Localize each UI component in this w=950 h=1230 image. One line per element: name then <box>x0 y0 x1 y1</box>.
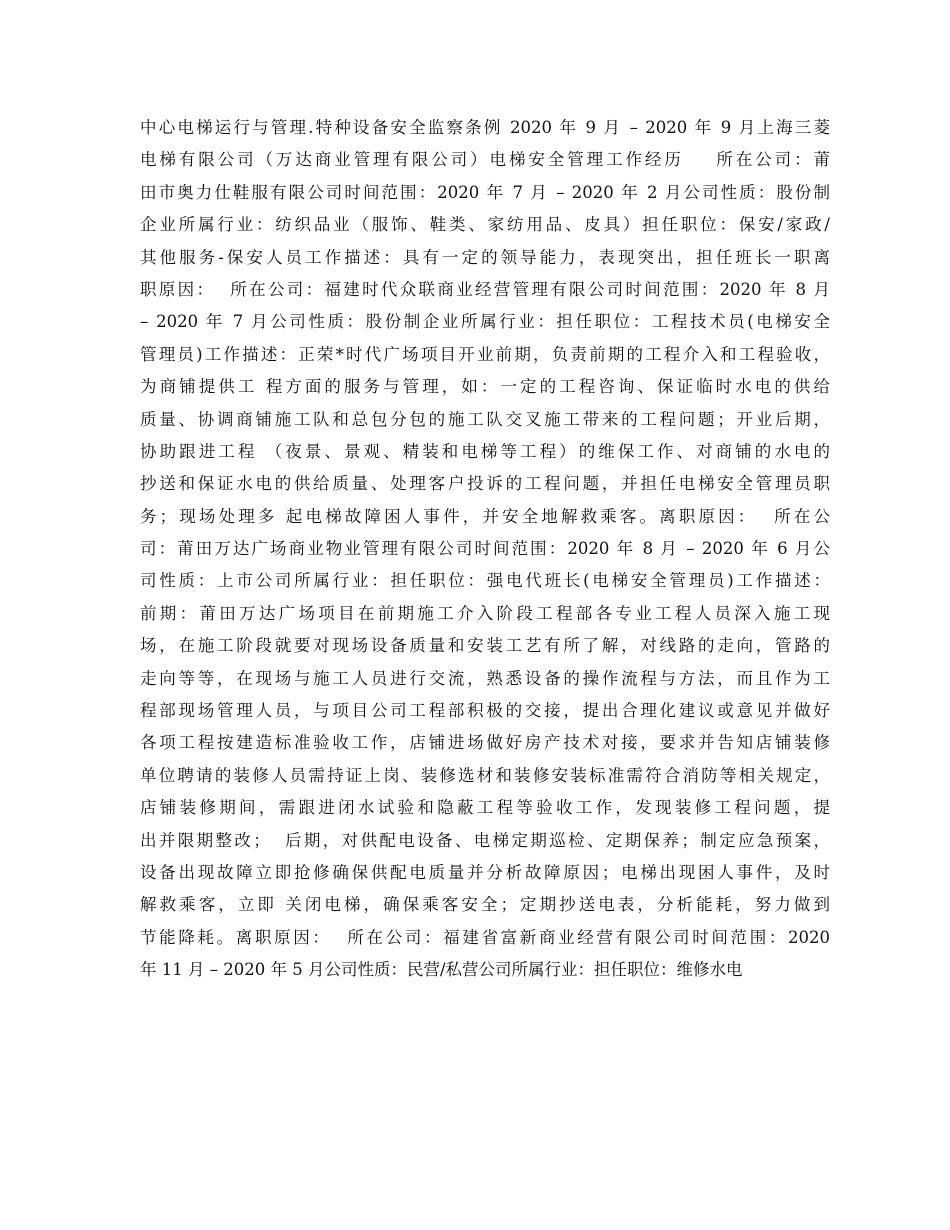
text-line: – 2020 年 7 月公司性质：股份制企业所属行业：担任职位：工程技术员(电梯安全 <box>140 312 830 332</box>
text-line: 司：莆田万达广场商业物业管理有限公司时间范围：2020 年 8 月 – 2020 年 6 月公 <box>140 539 830 559</box>
text-line: 程部现场管理人员，与项目公司工程部积极的交接，提出合理化建议或意见并做好 <box>140 701 830 721</box>
text-line: 单位聘请的装修人员需持证上岗、装修选材和装修安装标准需符合消防等相关规定， <box>140 765 830 785</box>
text-line: 节能降耗。离职原因： 所在公司：福建省富新商业经营有限公司时间范围：2020 <box>140 927 830 947</box>
text-line: 司性质：上市公司所属行业：担任职位：强电代班长(电梯安全管理员)工作描述： <box>140 571 830 591</box>
text-line: 出并限期整改； 后期，对供配电设备、电梯定期巡检、定期保养；制定应急预案， <box>140 830 830 850</box>
text-line: 企业所属行业：纺织品业（服饰、鞋类、家纺用品、皮具）担任职位：保安/家政/ <box>140 215 830 235</box>
text-line: 抄送和保证水电的供给质量、处理客户投诉的工程问题，并担任电梯安全管理员职 <box>140 474 830 494</box>
text-line: 电梯有限公司（万达商业管理有限公司）电梯安全管理工作经历 所在公司：莆 <box>140 150 830 170</box>
resume-body-text <box>140 112 830 987</box>
text-line: 年 11 月 – 2020 年 5 月公司性质：民营/私营公司所属行业：担任职位：维修水电 <box>140 960 743 980</box>
text-line: 前期：莆田万达广场项目在前期施工介入阶段工程部各专业工程人员深入施工现 <box>140 603 830 623</box>
text-line: 协助跟进工程 （夜景、景观、精装和电梯等工程）的维保工作、对商铺的水电的 <box>140 441 830 461</box>
text-line: 设备出现故障立即抢修确保供配电质量并分析故障原因；电梯出现困人事件，及时 <box>140 862 830 882</box>
text-line: 质量、协调商铺施工队和总包分包的施工队交叉施工带来的工程问题；开业后期， <box>140 409 830 429</box>
text-line: 为商铺提供工 程方面的服务与管理，如：一定的工程咨询、保证临时水电的供给 <box>140 377 830 397</box>
text-line: 务；现场处理多 起电梯故障困人事件，并安全地解救乘客。离职原因： 所在公 <box>140 506 830 526</box>
text-line: 店铺装修期间，需跟进闭水试验和隐蔽工程等验收工作，发现装修工程问题，提 <box>140 798 830 818</box>
text-line: 管理员)工作描述：正荣*时代广场项目开业前期，负责前期的工程介入和工程验收， <box>140 344 830 364</box>
text-line: 中心电梯运行与管理.特种设备安全监察条例 2020 年 9 月 – 2020 年 9 月上海三菱 <box>140 118 830 137</box>
text-line: 其他服务-保安人员工作描述：具有一定的领导能力，表现突出，担任班长一职离 <box>140 247 830 267</box>
text-line: 职原因： 所在公司：福建时代众联商业经营管理有限公司时间范围：2020 年 8 月 <box>140 279 830 299</box>
text-line: 走向等等，在现场与施工人员进行交流，熟悉设备的操作流程与方法，而且作为工 <box>140 668 830 688</box>
text-line: 场，在施工阶段就要对现场设备质量和安装工艺有所了解，对线路的走向，管路的 <box>140 636 830 656</box>
text-line: 各项工程按建造标准验收工作，店铺进场做好房产技术对接，要求并告知店铺装修 <box>140 733 830 753</box>
text-line: 田市奥力仕鞋服有限公司时间范围：2020 年 7 月 – 2020 年 2 月公司性质：股份制 <box>140 182 830 202</box>
text-line: 解救乘客，立即 关闭电梯，确保乘客安全；定期抄送电表，分析能耗，努力做到 <box>140 895 830 915</box>
